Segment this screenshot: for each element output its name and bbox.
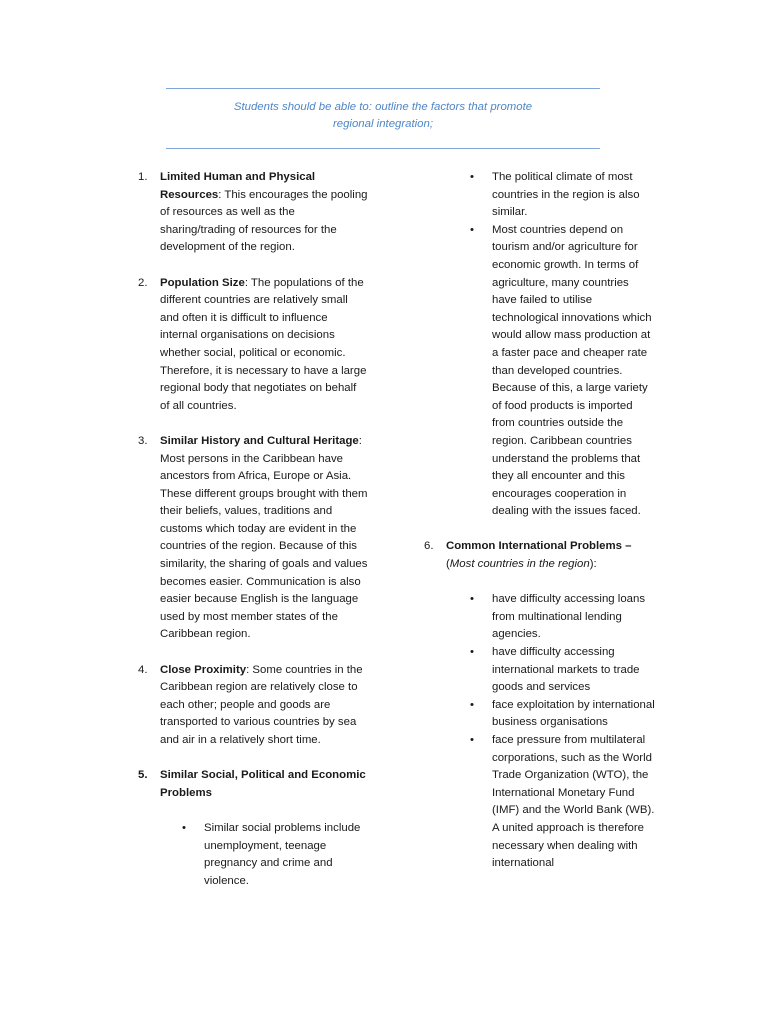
item-text: : Most persons in the Caribbean have ancestors from Africa, Europe or Asia. These different groups brought with them their beliefs, values, traditions and customs which today are evident in the countries of the region. Because of this similarity, the sharing of goals and values becomes easier. Communication is also easier because English is the language used by most member states of the Caribbean region. xyxy=(160,434,368,641)
bullet-item xyxy=(468,697,656,732)
close-paren: ): xyxy=(589,558,597,571)
bullet-text: have difficulty accessing international markets to trade goods and services xyxy=(492,646,640,694)
bullet-text: have difficulty accessing loans from multinational lending agencies. xyxy=(492,593,646,641)
item-number: 2. xyxy=(138,276,148,289)
item-text: : The populations of the different countries are relatively small and often it is difficult to influence internal organisations on decisions whether social, political or economic. Therefore, it is necessary to have a large regional body that negotiates on behalf of all countries. xyxy=(160,276,367,412)
left-column xyxy=(138,169,368,890)
list-item xyxy=(138,275,368,416)
list-item xyxy=(138,662,368,750)
objective-line-2: regional integration; xyxy=(332,118,434,130)
bullet-icon: • xyxy=(182,821,186,834)
item-title: Limited Human and Physical Resources xyxy=(160,171,316,201)
top-divider xyxy=(166,88,600,89)
bullet-text: face pressure from multilateral corporations, such as the World Trade Organization (WTO), the International Monetary Fund (IMF) and the World Bank (WB). A united approach is therefore necessary when dealing with international xyxy=(492,734,655,870)
item-subtitle: Most countries in the region xyxy=(449,558,590,571)
list-item xyxy=(424,538,656,573)
bullet-icon: • xyxy=(470,171,474,183)
item-title: Common International Problems – xyxy=(446,540,632,553)
bullet-item xyxy=(468,169,656,222)
bullet-text: face exploitation by international business organisations xyxy=(492,698,655,729)
bottom-divider xyxy=(166,148,600,149)
bullet-icon: • xyxy=(470,698,474,711)
bullet-icon: • xyxy=(470,593,474,606)
item-title: Similar History and Cultural Heritage xyxy=(160,434,359,447)
bullet-text: The political climate of most countries in the region is also similar. xyxy=(492,171,640,219)
bullet-item xyxy=(180,820,368,890)
open-paren: ( xyxy=(446,558,450,571)
item-number: 3. xyxy=(138,434,148,447)
item-text: : This encourages the pooling of resources as well as the sharing/trading of resources for the development of the region. xyxy=(160,188,368,254)
bullet-icon: • xyxy=(470,734,474,746)
bullet-item xyxy=(468,644,656,697)
bullet-item xyxy=(468,732,656,873)
item-title: Close Proximity xyxy=(160,663,247,676)
bullet-item xyxy=(468,591,656,644)
list-item xyxy=(138,169,368,257)
bullet-icon: • xyxy=(470,223,474,236)
objective-line-1: Students should be able to: outline the factors that promote xyxy=(233,101,533,113)
item-number: 4. xyxy=(138,663,148,676)
learning-objective xyxy=(166,99,600,133)
item-number: 1. xyxy=(138,171,148,183)
item-title: Similar Social, Political and Economic Problems xyxy=(160,769,366,799)
list-item xyxy=(138,433,368,644)
bullet-icon: • xyxy=(470,646,474,659)
bullet-item xyxy=(468,222,656,521)
bullet-text: Similar social problems include unemployment, teenage pregnancy and crime and violence. xyxy=(204,821,361,887)
list-item xyxy=(138,767,368,802)
bullet-list xyxy=(468,169,656,521)
right-column xyxy=(424,169,656,873)
item-title: Population Size xyxy=(160,276,245,289)
bullet-list xyxy=(468,591,656,873)
bullet-text: Most countries depend on tourism and/or agriculture for economic growth. In terms of agriculture, many countries have failed to utilise technological innovations which would allow mass production at a faster pace and cheaper rate than developed countries. Because of this, a large variety of food products is imported from countries outside the region. Caribbean countries understand the problems that they all encounter and this encourages cooperation in dealing with the issues faced. xyxy=(492,223,652,518)
item-text: : Some countries in the Caribbean region are relatively close to each other; people and goods are transported to various countries by sea and air in a relatively short time. xyxy=(160,663,363,746)
bullet-list xyxy=(180,820,368,890)
item-number: 6. xyxy=(424,540,434,553)
item-number: 5. xyxy=(138,769,148,782)
